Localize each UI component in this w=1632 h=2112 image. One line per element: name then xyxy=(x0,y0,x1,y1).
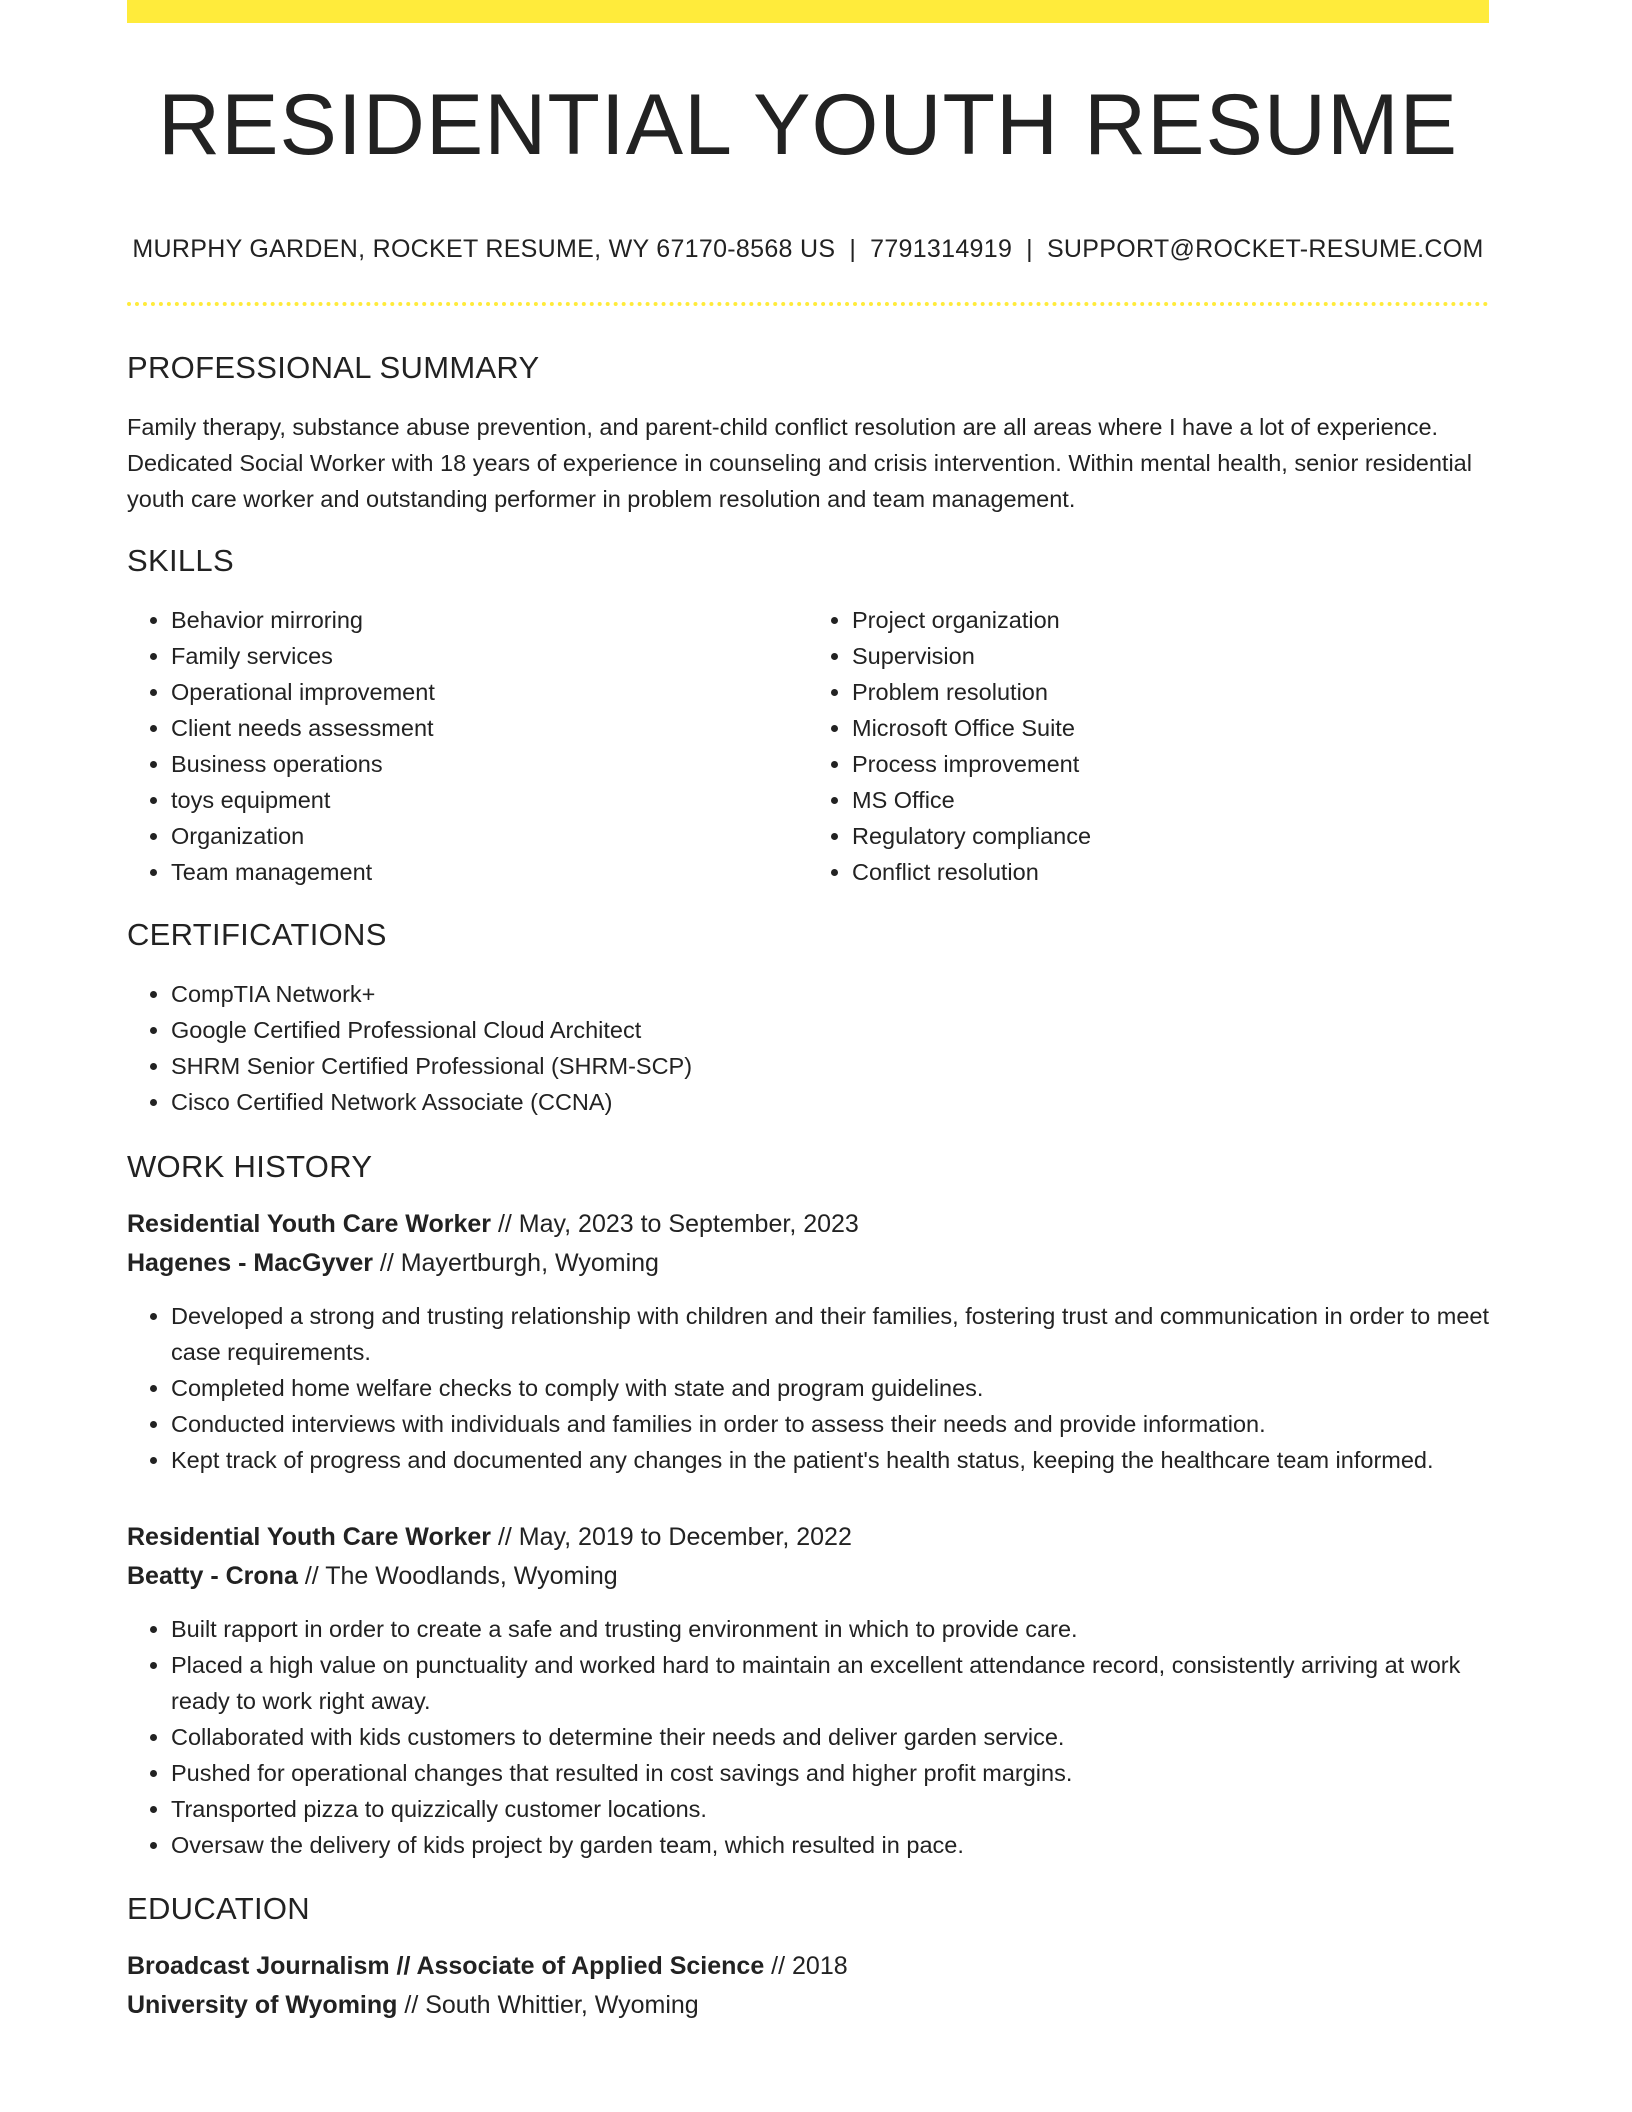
certification-item: • CompTIA Network+ xyxy=(171,976,1489,1012)
degree: Broadcast Journalism // Associate of Applied Science xyxy=(127,1951,765,1980)
skill-item: • Client needs assessment xyxy=(171,710,808,746)
job-company: Beatty - Crona xyxy=(127,1561,298,1590)
certifications-list xyxy=(127,976,1489,1120)
contact-email: SUPPORT@ROCKET-RESUME.COM xyxy=(1046,234,1484,263)
skill-item: • Project organization xyxy=(852,602,1489,638)
job-bullet: • Oversaw the delivery of kids project by garden team, which resulted in pace. xyxy=(171,1827,1489,1863)
job-bullet: • Conducted interviews with individuals and families in order to assess their needs and provide information. xyxy=(171,1406,1489,1442)
school-line xyxy=(127,1986,1489,2025)
job-title: Residential Youth Care Worker xyxy=(127,1522,491,1551)
education-section xyxy=(127,1891,1489,2025)
section-heading: SKILLS xyxy=(127,542,234,578)
job-company-line xyxy=(127,1557,1489,1596)
skills-right-list xyxy=(808,602,1489,890)
education-entry xyxy=(127,1947,1489,2025)
certification-item: • Cisco Certified Network Associate (CCNA) xyxy=(171,1084,1489,1120)
skill-item: • Family services xyxy=(171,638,808,674)
skill-item: • Business operations xyxy=(171,746,808,782)
contact-line xyxy=(127,235,1489,264)
skill-item: • Organization xyxy=(171,818,808,854)
resume-content xyxy=(127,0,1489,2025)
job-bullet: • Transported pizza to quizzically customer locations. xyxy=(171,1791,1489,1827)
skill-item: • Operational improvement xyxy=(171,674,808,710)
job-bullet: • Pushed for operational changes that resulted in cost savings and higher profit margins. xyxy=(171,1755,1489,1791)
job-location: // Mayertburgh, Wyoming xyxy=(372,1248,659,1277)
section-heading: CERTIFICATIONS xyxy=(127,916,387,952)
skill-item: • Conflict resolution xyxy=(852,854,1489,890)
contact-phone: 7791314919 xyxy=(870,234,1013,263)
certifications-section xyxy=(127,917,1489,1120)
graduation-year: // 2018 xyxy=(764,1951,848,1980)
skill-item: • Regulatory compliance xyxy=(852,818,1489,854)
job-bullets xyxy=(127,1298,1489,1478)
contact-separator: | xyxy=(849,234,857,263)
section-heading: PROFESSIONAL SUMMARY xyxy=(127,349,540,385)
skill-item: • Problem resolution xyxy=(852,674,1489,710)
job-location: // The Woodlands, Wyoming xyxy=(297,1561,618,1590)
section-heading: EDUCATION xyxy=(127,1890,310,1926)
resume-name: RESIDENTIAL YOUTH RESUME xyxy=(158,77,1458,173)
contact-address: MURPHY GARDEN, ROCKET RESUME, WY 67170-8568 US xyxy=(132,234,836,263)
school: University of Wyoming xyxy=(127,1990,398,2019)
job-dates: // May, 2023 to September, 2023 xyxy=(491,1209,859,1238)
skill-item: • Team management xyxy=(171,854,808,890)
skills-section xyxy=(127,543,1489,890)
job-entry xyxy=(127,1205,1489,1478)
job-dates: // May, 2019 to December, 2022 xyxy=(491,1522,852,1551)
skill-item: • Process improvement xyxy=(852,746,1489,782)
skills-left-list xyxy=(127,602,808,890)
job-bullet: • Built rapport in order to create a safe and trusting environment in which to provide care. xyxy=(171,1611,1489,1647)
summary-text: Family therapy, substance abuse prevention, and parent-child conflict resolution are all areas where I have a lot of experience. Dedicated Social Worker with 18 years of experience in counseling and crisis intervention. Within mental health, senior residential youth care worker and outstanding performer in problem resolution and team management. xyxy=(127,413,1472,512)
section-heading: WORK HISTORY xyxy=(127,1148,373,1184)
degree-line xyxy=(127,1947,1489,1986)
job-bullet: • Collaborated with kids customers to determine their needs and deliver garden service. xyxy=(171,1719,1489,1755)
skill-item: • MS Office xyxy=(852,782,1489,818)
skill-item: • Behavior mirroring xyxy=(171,602,808,638)
job-company-line xyxy=(127,1244,1489,1283)
job-bullets xyxy=(127,1611,1489,1863)
summary-section xyxy=(127,350,1489,517)
job-company: Hagenes - MacGyver xyxy=(127,1248,373,1277)
work-history-section xyxy=(127,1149,1489,1863)
contact-separator: | xyxy=(1026,234,1033,263)
job-bullet: • Kept track of progress and documented any changes in the patient's health status, keeping the healthcare team informed. xyxy=(171,1442,1489,1478)
job-bullet: • Placed a high value on punctuality and worked hard to maintain an excellent attendance record, consistently arriving at work ready to work right away. xyxy=(171,1647,1489,1719)
skills-columns xyxy=(127,602,1489,890)
job-bullet: • Completed home welfare checks to comply with state and program guidelines. xyxy=(171,1370,1489,1406)
job-title-line xyxy=(127,1518,1489,1557)
certification-item: • SHRM Senior Certified Professional (SHRM-SCP) xyxy=(171,1048,1489,1084)
job-title: Residential Youth Care Worker xyxy=(127,1209,491,1238)
school-location: // South Whittier, Wyoming xyxy=(397,1990,699,2019)
skill-item: • toys equipment xyxy=(171,782,808,818)
certification-item: • Google Certified Professional Cloud Architect xyxy=(171,1012,1489,1048)
dotted-divider xyxy=(127,302,1489,306)
skill-item: • Supervision xyxy=(852,638,1489,674)
skill-item: • Microsoft Office Suite xyxy=(852,710,1489,746)
job-bullet: • Developed a strong and trusting relationship with children and their families, fostering trust and communication in order to meet case requirements. xyxy=(171,1298,1489,1370)
job-title-line xyxy=(127,1205,1489,1244)
job-entry xyxy=(127,1518,1489,1863)
